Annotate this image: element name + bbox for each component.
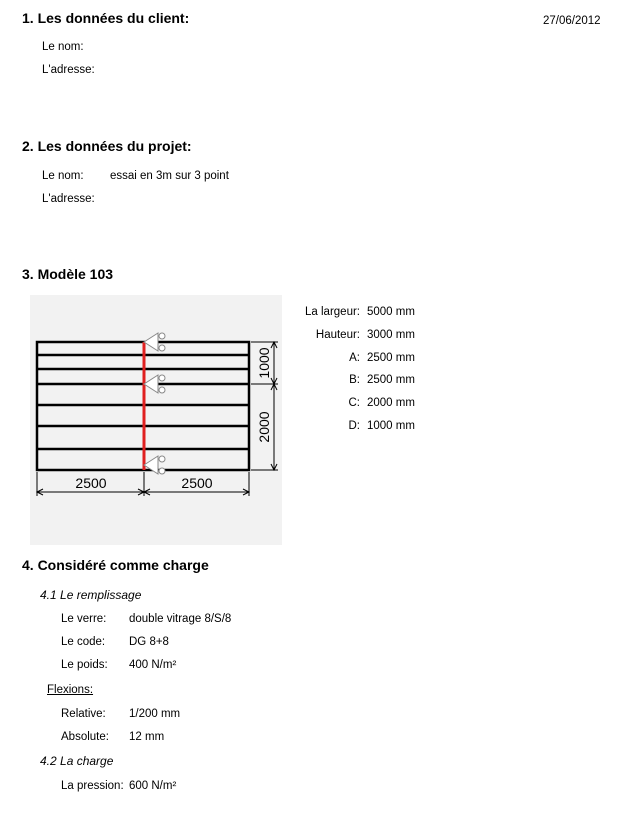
spec-value-width: 5000 mm <box>367 306 415 318</box>
weight-label: Le poids: <box>61 659 108 671</box>
weight-value: 400 N/m² <box>129 659 177 671</box>
support-pin <box>159 375 165 381</box>
spec-value-height: 3000 mm <box>367 329 415 341</box>
spec-value-c: 2000 mm <box>367 397 415 409</box>
support-pin <box>159 387 165 393</box>
support-pin <box>159 468 165 474</box>
support-pin <box>159 456 165 462</box>
spec-label-height: Hauteur: <box>315 329 360 341</box>
pressure-label: La pression: <box>61 780 124 792</box>
model-section-heading: 3. Modèle 103 <box>22 266 114 282</box>
dim-label-right-bottom: 2000 <box>256 411 272 443</box>
relative-value: 1/200 mm <box>129 708 181 720</box>
dim-label-right-top: 1000 <box>256 347 272 379</box>
dim-label-bottom-right: 2500 <box>181 475 213 491</box>
spec-value-a: 2500 mm <box>367 352 415 364</box>
absolute-label: Absolute: <box>61 731 109 743</box>
code-label: Le code: <box>61 636 106 648</box>
code-value: DG 8+8 <box>129 636 169 648</box>
spec-label-c: C: <box>348 397 360 409</box>
relative-label: Relative: <box>61 708 106 720</box>
spec-label-b: B: <box>349 374 360 386</box>
charge-subheading: 4.2 La charge <box>40 754 114 768</box>
spec-label-a: A: <box>349 352 360 364</box>
spec-label-d: D: <box>348 420 360 432</box>
dim-label-bottom-left: 2500 <box>75 475 107 491</box>
spec-label-width: La largeur: <box>305 306 360 318</box>
load-section-heading: 4. Considéré comme charge <box>22 557 209 573</box>
pressure-value: 600 N/m² <box>129 780 177 792</box>
client-address-label: L'adresse: <box>42 64 95 76</box>
absolute-value: 12 mm <box>129 731 165 743</box>
project-section-heading: 2. Les données du projet: <box>22 138 192 154</box>
project-name-value: essai en 3m sur 3 point <box>110 170 229 182</box>
document-date: 27/06/2012 <box>543 15 601 27</box>
client-name-label: Le nom: <box>42 41 84 53</box>
support-pin <box>159 333 165 339</box>
window-frame-drawing <box>30 295 282 545</box>
glass-value: double vitrage 8/S/8 <box>129 613 232 625</box>
glass-label: Le verre: <box>61 613 107 625</box>
support-pin <box>159 345 165 351</box>
spec-value-d: 1000 mm <box>367 420 415 432</box>
client-section-heading: 1. Les données du client: <box>22 10 190 26</box>
drawing-background <box>30 295 282 545</box>
spec-value-b: 2500 mm <box>367 374 415 386</box>
project-name-label: Le nom: <box>42 170 84 182</box>
project-address-label: L'adresse: <box>42 193 95 205</box>
flexions-subheading: Flexions: <box>47 684 94 696</box>
filling-subheading: 4.1 Le remplissage <box>40 588 142 602</box>
